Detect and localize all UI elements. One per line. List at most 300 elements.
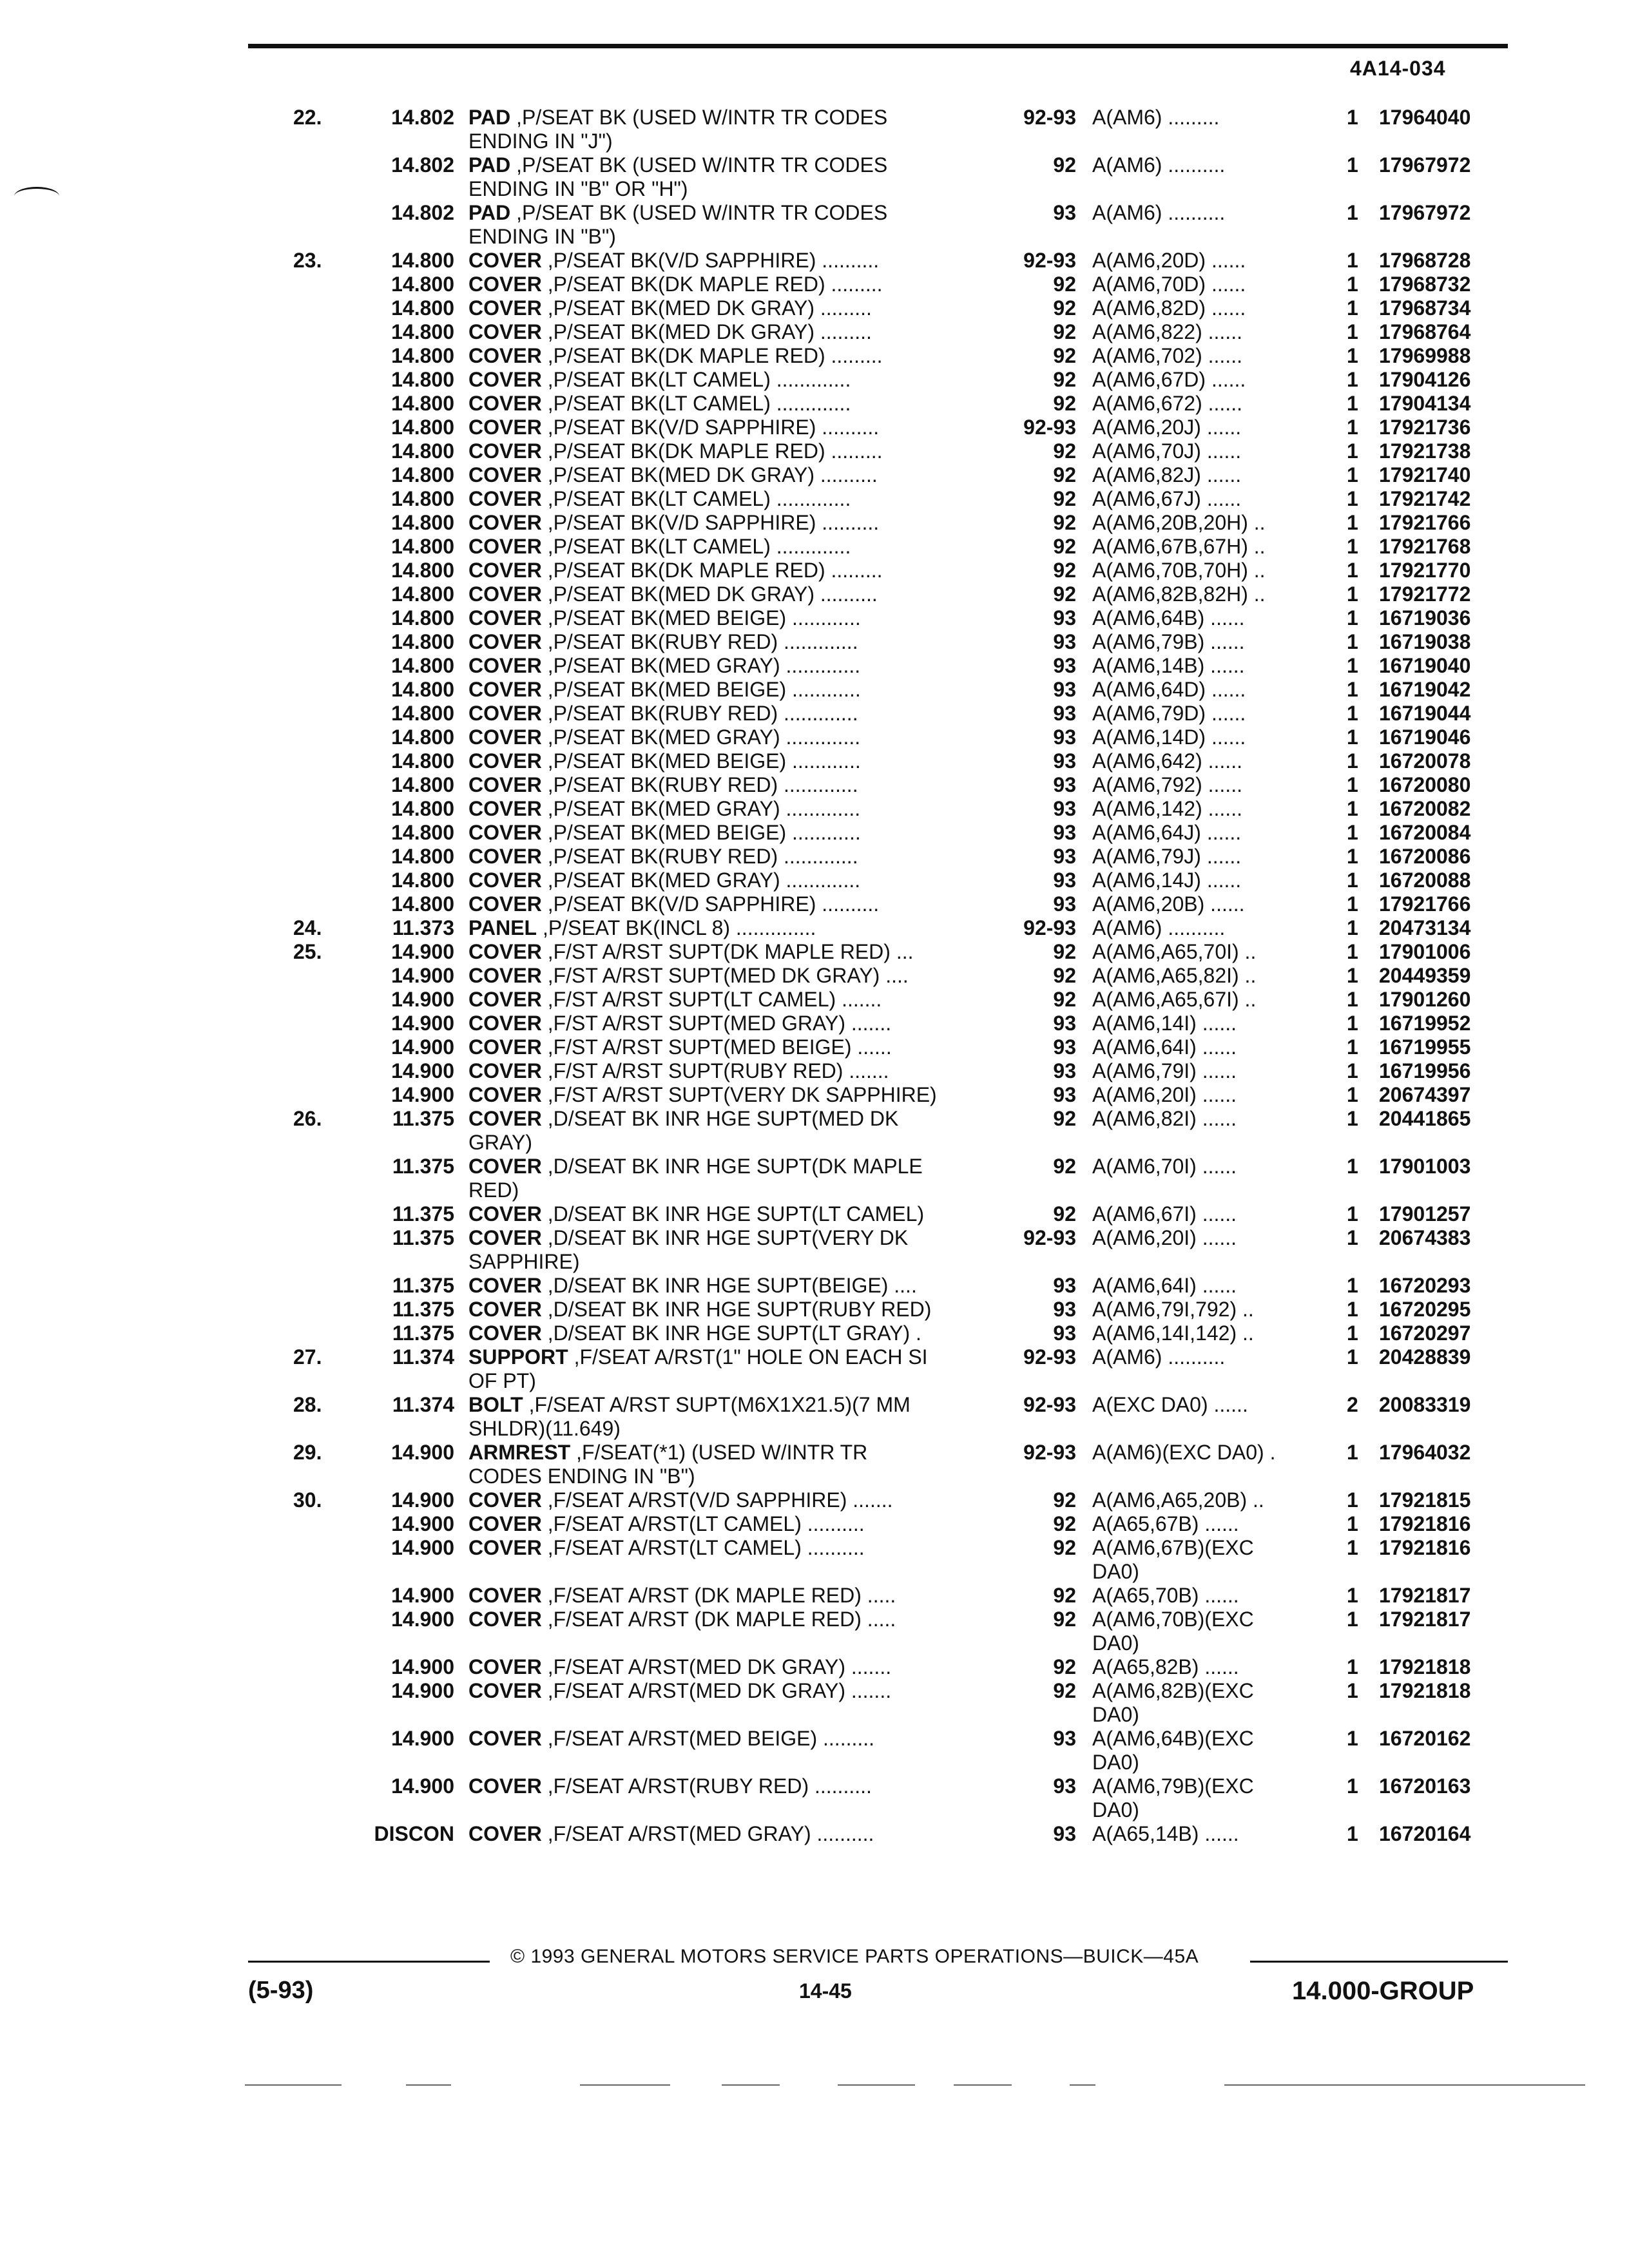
table-row: [0, 1608, 1629, 1655]
part-name: COVER: [468, 273, 542, 296]
part-description: [468, 1512, 997, 1536]
group-number: 14.900: [391, 964, 454, 987]
part-description: [468, 106, 997, 153]
quantity: 1: [1347, 1774, 1358, 1798]
part-detail: ,D/SEAT BK INR HGE SUPT(BEIGE) ....: [541, 1274, 917, 1297]
quantity: 1: [1347, 1536, 1358, 1559]
group-number: 11.375: [392, 1226, 454, 1249]
part-number: 17921816: [1379, 1512, 1471, 1535]
table-row: [0, 1512, 1629, 1536]
part-description: [468, 1083, 997, 1107]
part-number: 20441865: [1379, 1107, 1471, 1130]
part-name: COVER: [468, 1608, 542, 1631]
model-years: 93: [1053, 1298, 1076, 1321]
application-code: A(AM6,20I) ......: [1092, 1226, 1237, 1249]
group-number: 14.800: [391, 892, 454, 916]
group-number: 14.900: [391, 1441, 454, 1464]
group-number: 14.802: [391, 106, 454, 129]
quantity: 1: [1347, 416, 1358, 439]
part-detail: ,F/SEAT A/RST(MED GRAY) ..........: [541, 1822, 874, 1845]
model-years: 93: [1053, 606, 1076, 629]
part-number: 17969988: [1379, 344, 1471, 367]
application-code: A(AM6,79B)(EXC DA0): [1092, 1774, 1254, 1821]
part-detail: ,P/SEAT BK(RUBY RED) .............: [541, 773, 858, 796]
part-name: COVER: [468, 1822, 542, 1845]
quantity: 2: [1347, 1393, 1358, 1416]
model-years: 92: [1053, 1202, 1076, 1225]
table-row: [0, 892, 1629, 916]
application-code: A(AM6,64B) ......: [1092, 606, 1245, 629]
quantity: 1: [1347, 1035, 1358, 1059]
part-name: COVER: [468, 964, 542, 987]
part-name: COVER: [468, 582, 542, 606]
part-name: COVER: [468, 344, 542, 367]
part-description: [468, 1584, 997, 1608]
model-years: 93: [1053, 1059, 1076, 1082]
group-number: 14.800: [391, 320, 454, 343]
group-number: 14.900: [391, 1512, 454, 1535]
part-name: COVER: [468, 1584, 542, 1607]
group-number: 14.800: [391, 392, 454, 415]
part-name: COVER: [468, 797, 542, 820]
group-number: 14.800: [391, 702, 454, 725]
table-row: [0, 559, 1629, 582]
part-name: COVER: [468, 511, 542, 534]
footer-date: (5-93): [248, 1977, 314, 2004]
part-description: [468, 201, 997, 249]
part-name: COVER: [468, 845, 542, 868]
group-number: 14.802: [391, 153, 454, 177]
part-number: 17921816: [1379, 1536, 1471, 1559]
part-name: COVER: [468, 654, 542, 677]
table-row: [0, 654, 1629, 678]
quantity: 1: [1347, 344, 1358, 367]
part-description: [468, 1655, 997, 1679]
application-code: A(AM6,70J) ......: [1092, 439, 1242, 463]
quantity: 1: [1347, 273, 1358, 296]
quantity: 1: [1347, 1059, 1358, 1082]
application-code: A(AM6,67J) ......: [1092, 487, 1242, 510]
part-name: COVER: [468, 630, 542, 653]
part-description: [468, 1298, 997, 1321]
application-code: A(AM6,702) ......: [1092, 344, 1242, 367]
part-name: COVER: [468, 1655, 542, 1678]
part-number: 20473134: [1379, 916, 1471, 939]
model-years: 93: [1053, 654, 1076, 677]
quantity: 1: [1347, 249, 1358, 272]
part-detail: ,F/SEAT A/RST(1" HOLE ON EACH SI OF PT): [468, 1345, 928, 1392]
ref-number: 24.: [293, 916, 322, 939]
part-number: 17967972: [1379, 153, 1471, 177]
part-number: 16720082: [1379, 797, 1471, 820]
part-detail: ,P/SEAT BK(RUBY RED) .............: [541, 845, 858, 868]
part-detail: ,D/SEAT BK INR HGE SUPT(VERY DK SAPPHIRE): [468, 1226, 909, 1273]
part-number: 17968764: [1379, 320, 1471, 343]
model-years: 92: [1053, 392, 1076, 415]
part-description: [468, 1822, 997, 1846]
table-row: [0, 726, 1629, 749]
part-description: [468, 153, 997, 201]
part-description: [468, 1012, 997, 1035]
ref-number: 23.: [293, 249, 322, 272]
table-row: [0, 702, 1629, 726]
model-years: 93: [1053, 1727, 1076, 1750]
model-years: 93: [1053, 1012, 1076, 1035]
model-years: 92: [1053, 582, 1076, 606]
part-number: 16720295: [1379, 1298, 1471, 1321]
part-description: [468, 1226, 997, 1274]
part-description: [468, 773, 997, 797]
quantity: 1: [1347, 940, 1358, 963]
quantity: 1: [1347, 1584, 1358, 1607]
model-years: 92: [1053, 320, 1076, 343]
part-detail: ,P/SEAT BK(INCL 8) ..............: [537, 916, 816, 939]
quantity: 1: [1347, 726, 1358, 749]
part-description: [468, 1774, 997, 1798]
group-number: DISCON: [374, 1822, 454, 1845]
table-row: [0, 1321, 1629, 1345]
model-years: 92: [1053, 511, 1076, 534]
ref-number: 27.: [293, 1345, 322, 1369]
model-years: 93: [1053, 749, 1076, 773]
model-years: 92: [1053, 487, 1076, 510]
part-number: 17921740: [1379, 463, 1471, 486]
group-number: 14.800: [391, 487, 454, 510]
part-number: 17901006: [1379, 940, 1471, 963]
table-row: [0, 1655, 1629, 1679]
model-years: 92: [1053, 1107, 1076, 1130]
part-name: COVER: [468, 249, 542, 272]
model-years: 92-93: [1023, 1441, 1076, 1464]
table-row: [0, 487, 1629, 511]
part-detail: ,F/ST A/RST SUPT(DK MAPLE RED) ...: [541, 940, 914, 963]
group-number: 14.800: [391, 344, 454, 367]
application-code: A(AM6) ..........: [1092, 153, 1226, 177]
group-number: 14.800: [391, 821, 454, 844]
application-code: A(AM6) ..........: [1092, 1345, 1226, 1369]
part-description: [468, 678, 997, 702]
application-code: A(AM6,70B,70H) ..: [1092, 559, 1266, 582]
application-code: A(AM6,20J) ......: [1092, 416, 1242, 439]
part-detail: ,P/SEAT BK(V/D SAPPHIRE) ..........: [541, 892, 880, 916]
application-code: A(AM6,64J) ......: [1092, 821, 1242, 844]
quantity: 1: [1347, 1107, 1358, 1130]
part-number: 17921768: [1379, 535, 1471, 558]
part-name: COVER: [468, 487, 542, 510]
group-number: 11.375: [392, 1274, 454, 1297]
model-years: 93: [1053, 845, 1076, 868]
quantity: 1: [1347, 821, 1358, 844]
group-number: 14.900: [391, 1679, 454, 1702]
part-detail: ,D/SEAT BK INR HGE SUPT(MED DK GRAY): [468, 1107, 899, 1154]
part-name: COVER: [468, 940, 542, 963]
part-name: COVER: [468, 869, 542, 892]
application-code: A(AM6,64D) ......: [1092, 678, 1246, 701]
part-description: [468, 845, 997, 869]
application-code: A(AM6,142) ......: [1092, 797, 1242, 820]
part-description: [468, 821, 997, 845]
model-years: 93: [1053, 702, 1076, 725]
footer-copyright: © 1993 GENERAL MOTORS SERVICE PARTS OPERATIONS—BUICK—45A: [510, 1946, 1199, 1967]
part-detail: ,F/SEAT(*1) (USED W/INTR TR CODES ENDING IN "B"): [468, 1441, 868, 1488]
group-number: 14.800: [391, 559, 454, 582]
application-code: A(AM6,14D) ......: [1092, 726, 1246, 749]
part-number: 20449359: [1379, 964, 1471, 987]
part-number: 17921772: [1379, 582, 1471, 606]
application-code: A(AM6,A65,82I) ..: [1092, 964, 1257, 987]
quantity: 1: [1347, 320, 1358, 343]
part-number: 17968732: [1379, 273, 1471, 296]
part-detail: ,P/SEAT BK(DK MAPLE RED) .........: [541, 344, 883, 367]
group-number: 14.800: [391, 749, 454, 773]
group-number: 14.802: [391, 201, 454, 224]
part-description: [468, 249, 997, 273]
scan-artifact-line: [954, 2084, 1012, 2086]
scan-artifact-line: [245, 2084, 342, 2086]
group-number: 14.900: [391, 1083, 454, 1106]
ref-number: 28.: [293, 1393, 322, 1416]
part-detail: ,P/SEAT BK(MED BEIGE) ............: [541, 606, 861, 629]
part-name: COVER: [468, 1298, 542, 1321]
group-number: 14.800: [391, 249, 454, 272]
group-number: 14.800: [391, 654, 454, 677]
part-name: SUPPORT: [468, 1345, 568, 1369]
quantity: 1: [1347, 749, 1358, 773]
part-name: COVER: [468, 1226, 542, 1249]
part-name: COVER: [468, 368, 542, 391]
table-row: [0, 1202, 1629, 1226]
part-name: COVER: [468, 773, 542, 796]
application-code: A(AM6) ..........: [1092, 201, 1226, 224]
part-description: [468, 1441, 997, 1488]
part-name: COVER: [468, 1321, 542, 1345]
part-name: COVER: [468, 1107, 542, 1130]
quantity: 1: [1347, 1226, 1358, 1249]
application-code: A(AM6) ..........: [1092, 916, 1226, 939]
part-number: 16719955: [1379, 1035, 1471, 1059]
table-row: [0, 1536, 1629, 1584]
group-number: 14.800: [391, 511, 454, 534]
quantity: 1: [1347, 1345, 1358, 1369]
part-number: 17901003: [1379, 1155, 1471, 1178]
part-number: 16720162: [1379, 1727, 1471, 1750]
application-code: A(AM6,642) ......: [1092, 749, 1242, 773]
model-years: 92: [1053, 1655, 1076, 1678]
part-description: [468, 1608, 997, 1631]
part-number: 17901257: [1379, 1202, 1471, 1225]
quantity: 1: [1347, 582, 1358, 606]
model-years: 92: [1053, 344, 1076, 367]
model-years: 93: [1053, 1321, 1076, 1345]
model-years: 92: [1053, 940, 1076, 963]
group-number: 14.800: [391, 678, 454, 701]
group-number: 14.900: [391, 1727, 454, 1750]
part-detail: ,P/SEAT BK(RUBY RED) .............: [541, 630, 858, 653]
part-detail: ,P/SEAT BK(MED DK GRAY) .........: [541, 320, 872, 343]
application-code: A(AM6,14B) ......: [1092, 654, 1245, 677]
quantity: 1: [1347, 1679, 1358, 1702]
part-detail: ,F/ST A/RST SUPT(LT CAMEL) .......: [541, 988, 882, 1011]
model-years: 93: [1053, 1774, 1076, 1798]
part-number: 17921738: [1379, 439, 1471, 463]
part-detail: ,F/SEAT A/RST(RUBY RED) ..........: [541, 1774, 872, 1798]
ref-number: 22.: [293, 106, 322, 129]
table-row: [0, 249, 1629, 273]
part-description: [468, 439, 997, 463]
part-description: [468, 630, 997, 654]
quantity: 1: [1347, 1488, 1358, 1512]
part-number: 16719042: [1379, 678, 1471, 701]
part-description: [468, 1488, 997, 1512]
quantity: 1: [1347, 487, 1358, 510]
part-detail: ,P/SEAT BK(MED DK GRAY) ..........: [541, 582, 878, 606]
part-detail: ,P/SEAT BK(RUBY RED) .............: [541, 702, 858, 725]
part-description: [468, 1679, 997, 1703]
application-code: A(AM6,A65,67I) ..: [1092, 988, 1257, 1011]
application-code: A(AM6,82J) ......: [1092, 463, 1242, 486]
part-description: [468, 940, 997, 964]
model-years: 93: [1053, 726, 1076, 749]
part-number: 20428839: [1379, 1345, 1471, 1369]
part-detail: ,D/SEAT BK INR HGE SUPT(LT GRAY) .: [541, 1321, 921, 1345]
application-code: A(AM6,82D) ......: [1092, 296, 1246, 320]
model-years: 93: [1053, 773, 1076, 796]
quantity: 1: [1347, 1083, 1358, 1106]
part-number: 16719044: [1379, 702, 1471, 725]
group-number: 14.800: [391, 582, 454, 606]
model-years: 92: [1053, 1488, 1076, 1512]
table-row: [0, 845, 1629, 869]
quantity: 1: [1347, 606, 1358, 629]
table-row: [0, 1774, 1629, 1822]
part-number: 17921736: [1379, 416, 1471, 439]
application-code: A(A65,70B) ......: [1092, 1584, 1239, 1607]
application-code: A(AM6,70B)(EXC DA0): [1092, 1608, 1254, 1655]
part-name: COVER: [468, 1679, 542, 1702]
quantity: 1: [1347, 392, 1358, 415]
part-detail: ,P/SEAT BK(MED GRAY) .............: [541, 654, 861, 677]
application-code: A(EXC DA0) ......: [1092, 1393, 1248, 1416]
part-name: PANEL: [468, 916, 537, 939]
part-detail: ,P/SEAT BK(V/D SAPPHIRE) ..........: [541, 511, 880, 534]
part-description: [468, 392, 997, 416]
part-description: [468, 582, 997, 606]
part-description: [468, 749, 997, 773]
part-detail: ,F/ST A/RST SUPT(MED BEIGE) ......: [541, 1035, 892, 1059]
part-detail: ,F/SEAT A/RST(MED DK GRAY) .......: [541, 1655, 892, 1678]
table-row: [0, 535, 1629, 559]
table-row: [0, 1012, 1629, 1035]
group-number: 14.800: [391, 535, 454, 558]
table-row: [0, 201, 1629, 249]
application-code: A(A65,82B) ......: [1092, 1655, 1239, 1678]
part-description: [468, 1202, 997, 1226]
table-row: [0, 392, 1629, 416]
table-row: [0, 869, 1629, 892]
group-number: 14.900: [391, 1536, 454, 1559]
application-code: A(AM6,79J) ......: [1092, 845, 1242, 868]
quantity: 1: [1347, 630, 1358, 653]
part-name: COVER: [468, 988, 542, 1011]
table-row: [0, 463, 1629, 487]
part-detail: ,F/SEAT A/RST(LT CAMEL) ..........: [541, 1536, 865, 1559]
table-row: [0, 1274, 1629, 1298]
part-detail: ,P/SEAT BK(MED DK GRAY) .........: [541, 296, 872, 320]
model-years: 92: [1053, 1679, 1076, 1702]
footer-page-number: 14-45: [799, 1979, 852, 2003]
part-number: 16719046: [1379, 726, 1471, 749]
page-id: 4A14-034: [1350, 57, 1446, 80]
model-years: 93: [1053, 1083, 1076, 1106]
table-row: [0, 749, 1629, 773]
part-number: 17904126: [1379, 368, 1471, 391]
application-code: A(A65,67B) ......: [1092, 1512, 1239, 1535]
application-code: A(AM6,64I) ......: [1092, 1274, 1237, 1297]
part-name: COVER: [468, 1488, 542, 1512]
group-number: 11.375: [392, 1321, 454, 1345]
table-row: [0, 153, 1629, 201]
model-years: 92: [1053, 296, 1076, 320]
scan-artifact-line: [838, 2084, 915, 2086]
table-row: [0, 916, 1629, 940]
application-code: A(AM6,70I) ......: [1092, 1155, 1237, 1178]
model-years: 92: [1053, 273, 1076, 296]
quantity: 1: [1347, 1655, 1358, 1678]
parts-list: [0, 106, 1629, 1846]
part-detail: ,F/SEAT A/RST(LT CAMEL) ..........: [541, 1512, 865, 1535]
part-description: [468, 702, 997, 726]
table-row: [0, 1345, 1629, 1393]
application-code: A(AM6,82B)(EXC DA0): [1092, 1679, 1254, 1726]
application-code: A(AM6,79I) ......: [1092, 1059, 1237, 1082]
part-number: 17921818: [1379, 1655, 1471, 1678]
model-years: 93: [1053, 630, 1076, 653]
part-description: [468, 559, 997, 582]
table-row: [0, 1584, 1629, 1608]
application-code: A(AM6,82B,82H) ..: [1092, 582, 1266, 606]
table-row: [0, 1155, 1629, 1202]
application-code: A(AM6) .........: [1092, 106, 1220, 129]
table-row: [0, 1059, 1629, 1083]
part-description: [468, 869, 997, 892]
part-description: [468, 296, 997, 320]
group-number: 14.800: [391, 416, 454, 439]
part-name: BOLT: [468, 1393, 523, 1416]
group-number: 11.375: [392, 1155, 454, 1178]
quantity: 1: [1347, 511, 1358, 534]
part-number: 16720084: [1379, 821, 1471, 844]
group-number: 11.373: [392, 916, 454, 939]
table-row: [0, 1488, 1629, 1512]
quantity: 1: [1347, 1321, 1358, 1345]
quantity: 1: [1347, 463, 1358, 486]
group-number: 14.800: [391, 726, 454, 749]
part-description: [468, 1107, 997, 1155]
quantity: 1: [1347, 439, 1358, 463]
part-detail: ,F/SEAT A/RST(MED BEIGE) .........: [541, 1727, 875, 1750]
table-row: [0, 273, 1629, 296]
quantity: 1: [1347, 1441, 1358, 1464]
part-number: 17921766: [1379, 511, 1471, 534]
model-years: 92-93: [1023, 1345, 1076, 1369]
application-code: A(AM6,67D) ......: [1092, 368, 1246, 391]
model-years: 92: [1053, 439, 1076, 463]
group-number: 14.800: [391, 845, 454, 868]
part-name: PAD: [468, 153, 511, 177]
part-detail: ,F/SEAT A/RST(MED DK GRAY) .......: [541, 1679, 892, 1702]
table-row: [0, 368, 1629, 392]
table-row: [0, 320, 1629, 344]
